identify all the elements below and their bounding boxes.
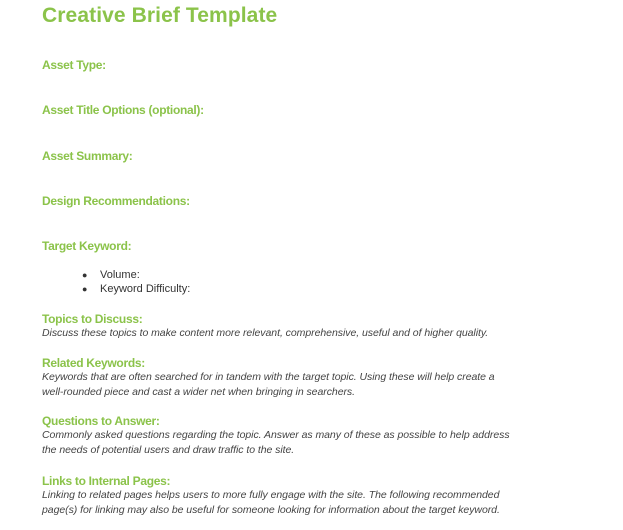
field-asset-type: Asset Type: xyxy=(42,58,106,72)
section-heading: Topics to Discuss: xyxy=(42,312,143,326)
section-description: Discuss these topics to make content more relevant, comprehensive, useful and of higher quality. xyxy=(42,327,489,339)
section-heading: Related Keywords: xyxy=(42,356,145,370)
section-description-line: the needs of potential users and draw traffic to the site. xyxy=(42,443,295,456)
bullet-label: Volume: xyxy=(100,269,140,281)
section-description-line: Keywords that are often searched for in tandem with the target topic. Using these will help create a xyxy=(42,371,495,383)
bullet-item-volume xyxy=(82,268,190,282)
section-links-to-internal-pages xyxy=(42,474,602,517)
document-title: Creative Brief Template xyxy=(42,4,278,27)
field-design-recommendations: Design Recommendations: xyxy=(42,194,190,208)
section-description-line: well-rounded piece and cast a wider net when bringing in searchers. xyxy=(42,385,355,398)
section-topics-to-discuss xyxy=(42,312,602,341)
bullet-dot-icon: ● xyxy=(82,284,88,294)
section-heading: Questions to Answer: xyxy=(42,414,160,428)
bullet-label: Keyword Difficulty: xyxy=(100,283,191,295)
section-questions-to-answer xyxy=(42,414,602,457)
field-asset-summary: Asset Summary: xyxy=(42,149,133,163)
bullet-dot-icon: ● xyxy=(82,270,88,280)
section-description-line: Commonly asked questions regarding the topic. Answer as many of these as possible to help address xyxy=(42,429,510,441)
bullet-item-keyword-difficulty xyxy=(82,282,190,296)
target-keyword-bullet-list xyxy=(82,268,190,296)
section-related-keywords xyxy=(42,356,602,399)
section-description-line: page(s) for linking may also be useful for someone looking for information about the target keyword. xyxy=(42,503,500,516)
section-heading: Links to Internal Pages: xyxy=(42,474,171,488)
field-asset-title-options: Asset Title Options (optional): xyxy=(42,103,204,117)
field-target-keyword: Target Keyword: xyxy=(42,239,132,253)
section-description-line: Linking to related pages helps users to more fully engage with the site. The following recommended xyxy=(42,489,500,501)
